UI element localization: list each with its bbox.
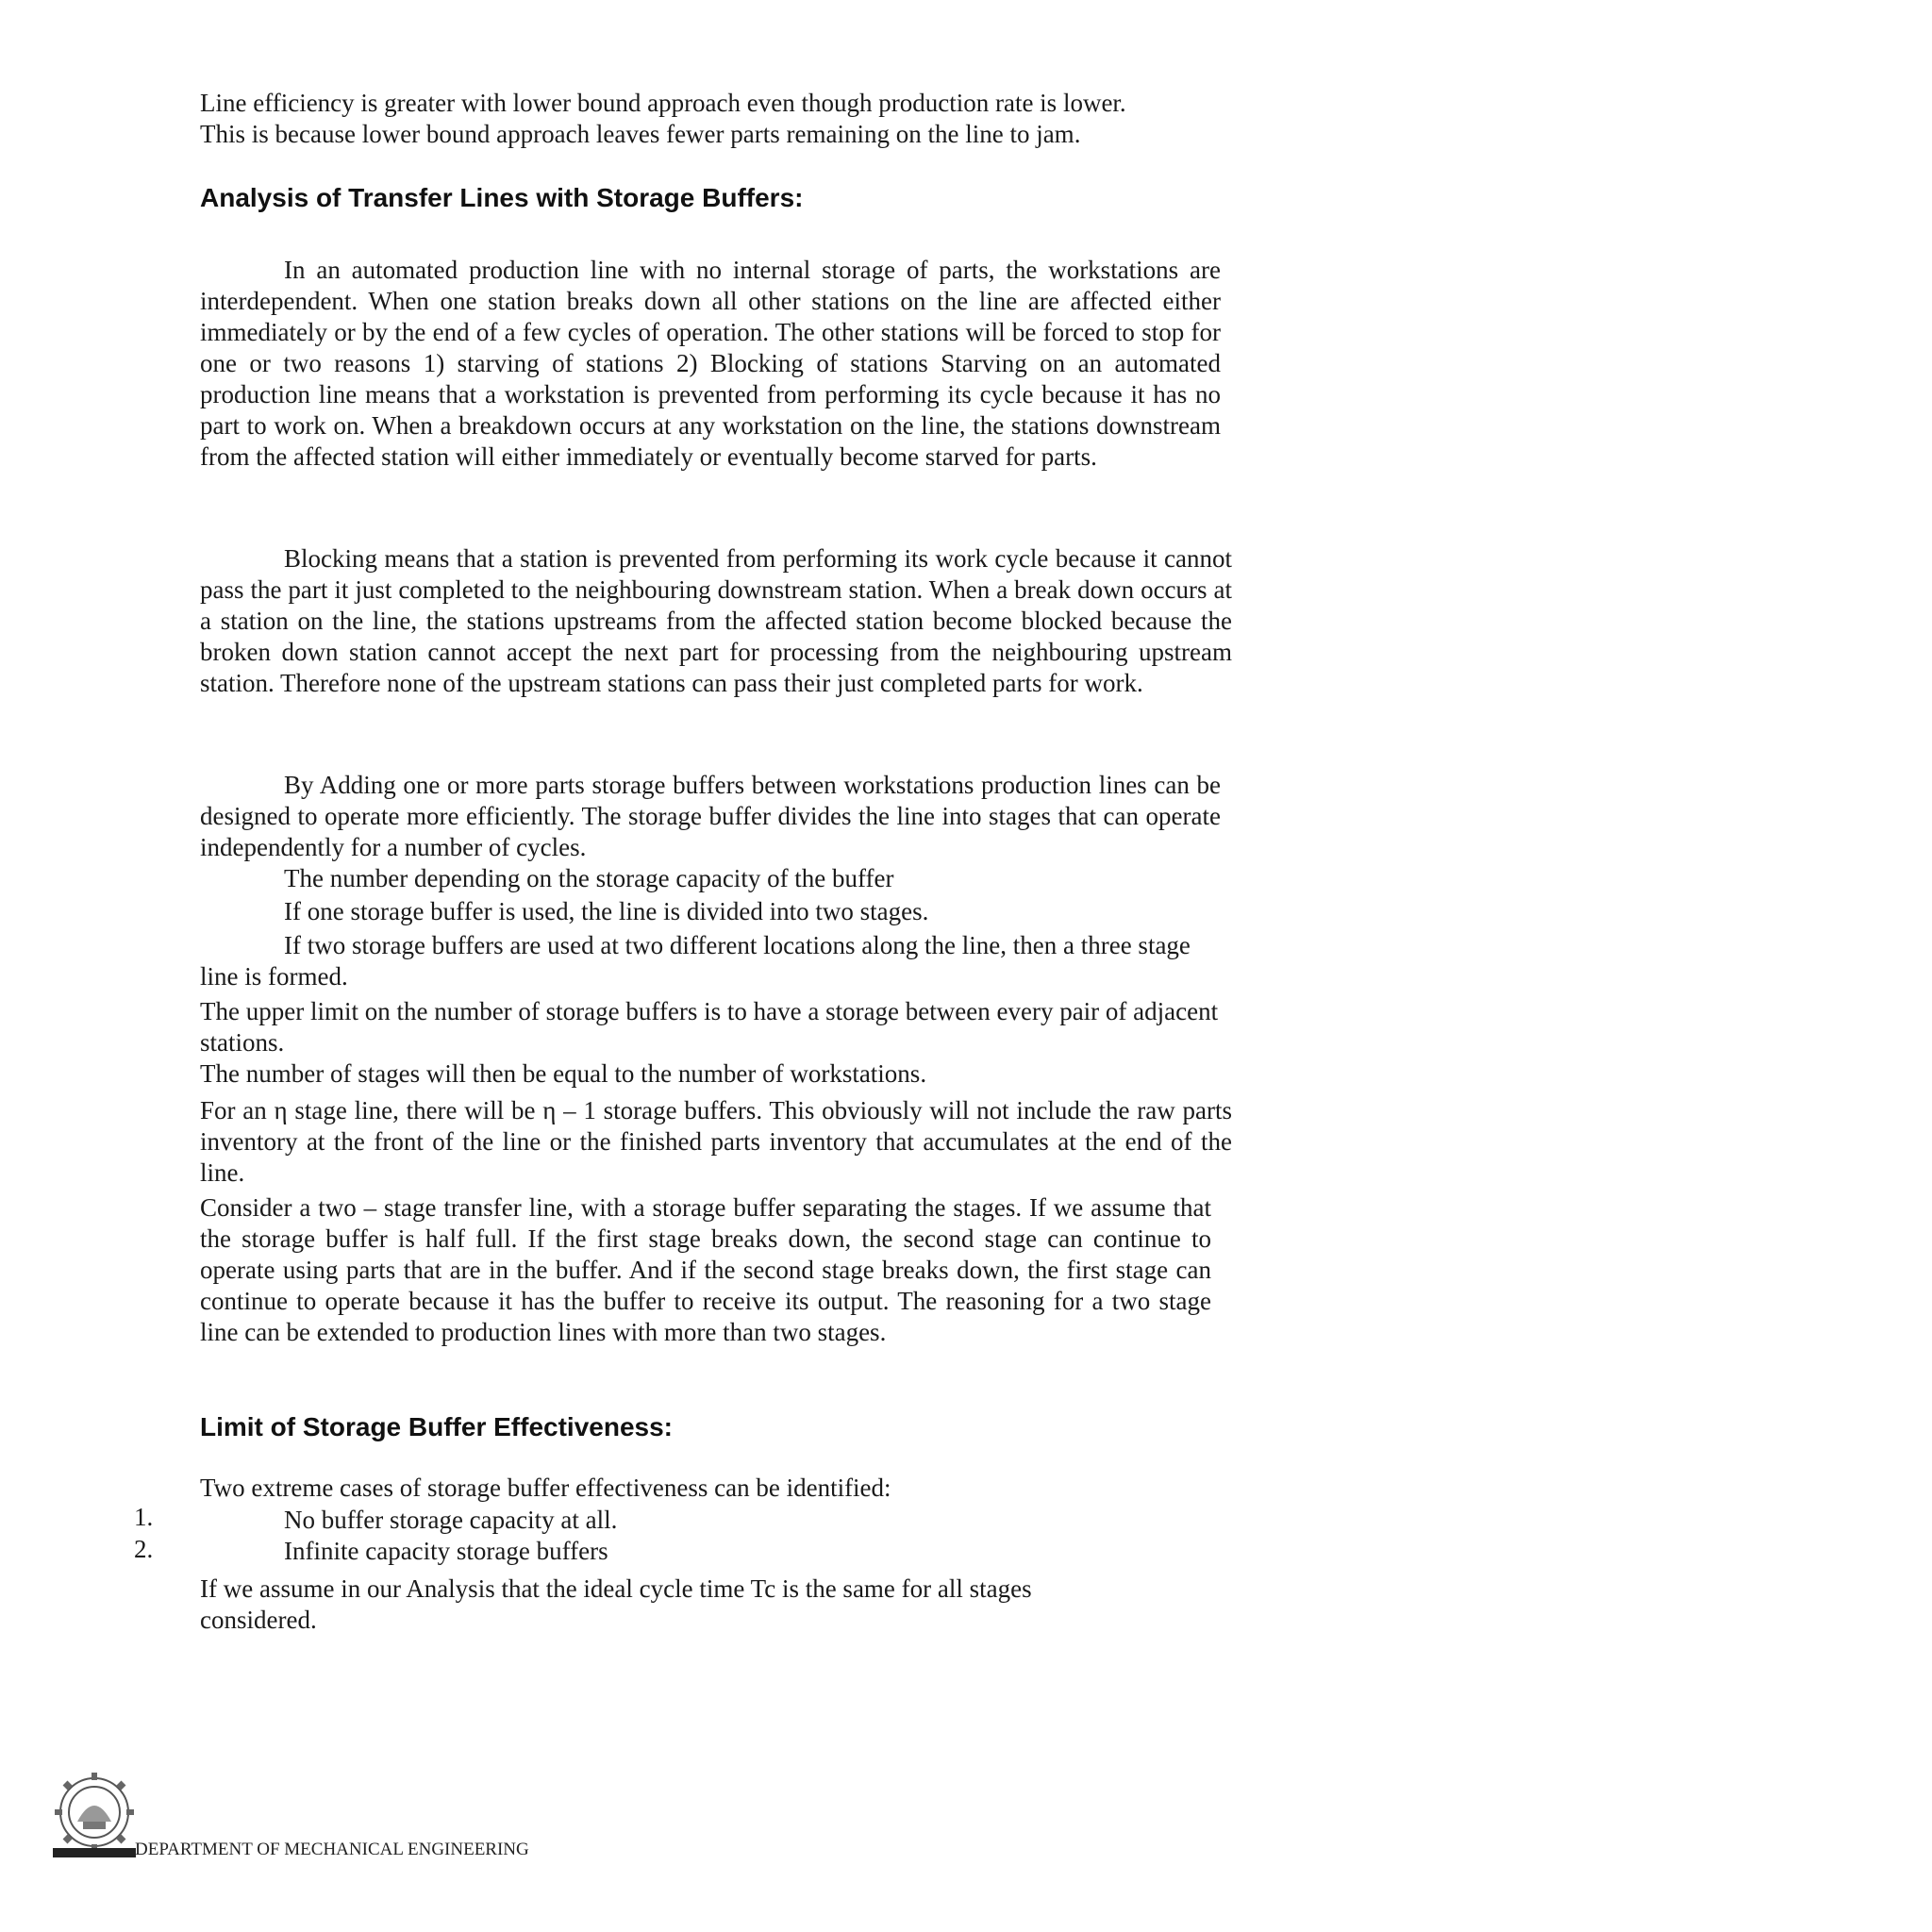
list-item-text: No buffer storage capacity at all. [284, 1506, 618, 1534]
list-item-text: Infinite capacity storage buffers [284, 1537, 608, 1565]
line-number-depending: The number depending on the storage capacity of the buffer [284, 864, 894, 892]
line-stages-equal: The number of stages will then be equal to the number of workstations. [200, 1059, 927, 1088]
footer-department: DEPARTMENT OF MECHANICAL ENGINEERING [135, 1840, 529, 1859]
paragraph-two-buffers [200, 930, 1221, 992]
paragraph-eta-stages [200, 1095, 1232, 1189]
paragraph-text: The upper limit on the number of storage buffers is to have a storage between every pair of adjacent stations. [200, 997, 1219, 1057]
paragraph-blocking [200, 543, 1232, 699]
list-item-number: 2. [134, 1535, 154, 1563]
line-extreme-cases: Two extreme cases of storage buffer effectiveness can be identified: [200, 1474, 891, 1502]
paragraph-text: Blocking means that a station is prevented from performing its work cycle because it cannot pass the part it just completed to the neighbouring downstream station. When a break down occurs at a station on the line, the stations upstreams from the affected station become blocked because the broken down station cannot accept the next part for processing from the neighbouring upstream station. Therefore none of the upstream stations can pass their just completed parts for work. [200, 544, 1232, 697]
paragraph-buffers [200, 770, 1221, 863]
section-heading-transfer-lines: Analysis of Transfer Lines with Storage Buffers: [200, 183, 804, 212]
paragraph-assumption [200, 1574, 1134, 1636]
paragraph-text: If we assume in our Analysis that the ideal cycle time Tc is the same for all stages considered. [200, 1574, 1032, 1634]
line-one-buffer: If one storage buffer is used, the line is divided into two stages. [284, 897, 929, 925]
section-heading-buffer-limit: Limit of Storage Buffer Effectiveness: [200, 1412, 673, 1441]
paragraph-text: By Adding one or more parts storage buffers between workstations production lines can be designed to operate more efficiently. The storage buffer divides the line into stages that can operate independently for a number of cycles. [200, 771, 1221, 861]
list-item-number: 1. [134, 1503, 154, 1531]
paragraph-text: For an η stage line, there will be η – 1 storage buffers. This obviously will not include the raw parts inventory at the front of the line or the finished parts inventory that accumulates at the end of the line. [200, 1096, 1232, 1187]
intro-line-1: Line efficiency is greater with lower bound approach even though production rate is lower. [200, 89, 1126, 117]
paragraph-text: In an automated production line with no internal storage of parts, the workstations are interdependent. When one station breaks down all other stations on the line are affected either immediately or by the end of a few cycles of operation. The other stations will be forced to stop for one or two reasons 1) starving of stations 2) Blocking of stations Starving on an automated production line means that a workstation is prevented from performing its cycle because it has no part to work on. When a breakdown occurs at any workstation on the line, the stations downstream from the affected station will either immediately or eventually become starved for parts. [200, 256, 1221, 471]
paragraph-interdependence [200, 255, 1221, 473]
paragraph-upper-limit [200, 996, 1219, 1058]
paragraph-text: Consider a two – stage transfer line, with a storage buffer separating the stages. If we assume that the storage buffer is half full. If the first stage breaks down, the second stage can continue to operate using parts that are in the buffer. And if the second stage breaks down, the first stage can continue to operate because it has the buffer to receive its output. The reasoning for a two stage line can be extended to production lines with more than two stages. [200, 1193, 1211, 1346]
paragraph-two-stage [200, 1192, 1211, 1348]
intro-line-2: This is because lower bound approach leaves fewer parts remaining on the line to jam. [200, 120, 1081, 148]
paragraph-text: If two storage buffers are used at two different locations along the line, then a three stage line is formed. [200, 931, 1191, 991]
college-seal-icon [49, 1769, 140, 1863]
